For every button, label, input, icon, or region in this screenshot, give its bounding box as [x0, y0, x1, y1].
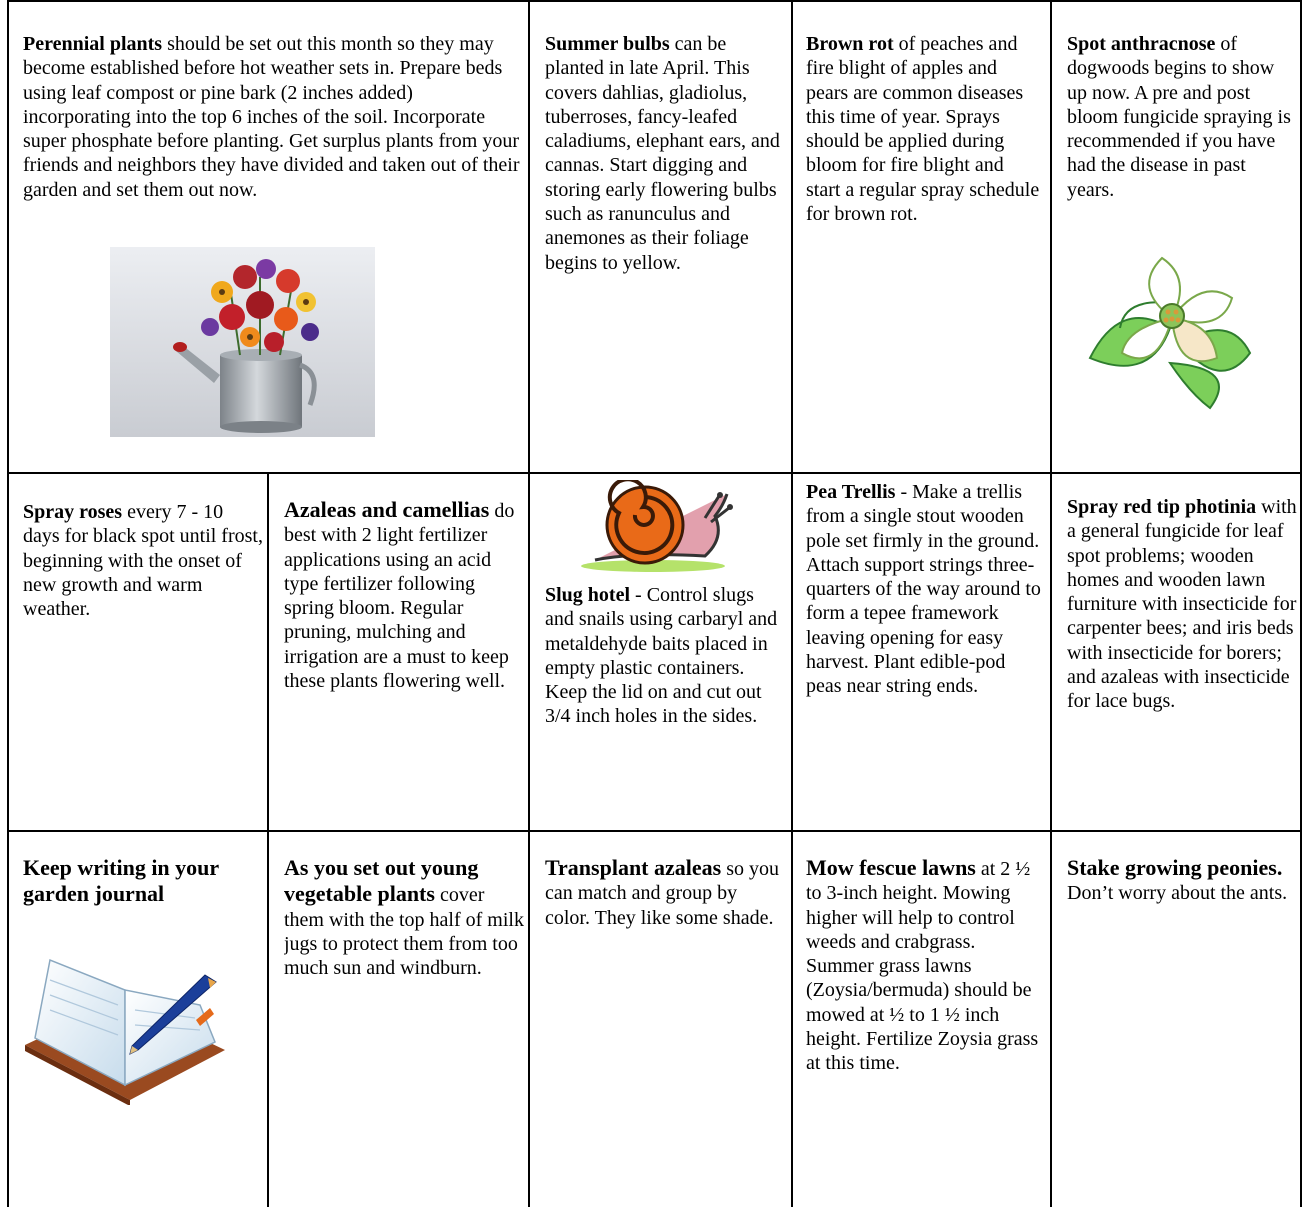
cell-stake-peonies: [1067, 855, 1297, 906]
perennial-text: should be set out this month so they may become established before hot weather sets in. Prepare beds using leaf compost or pine bark (2 inches added) incorporating into the top 6 inches of the soil. Incorporate super phosphate before planting. Get surplus plants from your friends and neighbors they have divided and taken out of their garden and set them out now.: [23, 33, 520, 201]
azaleas-text: do best with 2 light fertilizer applications using an acid type fertilizer following spring bloom. Regular pruning, mulching and irrigation are a must to keep these plants flowering well.: [284, 500, 515, 693]
journal-title: Keep writing in your garden journal: [23, 855, 219, 907]
cell-garden-journal: [23, 855, 263, 908]
grid-top-border: [7, 0, 1302, 2]
bulbs-title: Summer bulbs: [545, 33, 670, 55]
anthracnose-title: Spot anthracnose: [1067, 33, 1216, 55]
grid-col-divider-a: [528, 0, 530, 1207]
cell-slug-hotel: [545, 583, 785, 729]
azaleas-title: Azaleas and camellias: [284, 497, 490, 522]
bulbs-text: can be planted in late April. This covers dahlias, gladiolus, tuberroses, fancy-leafed caladiums, elephant ears, and cannas. Start digging and storing early flowering bulbs such as ranunculus and anemones as their foliage begins to yellow.: [545, 33, 780, 274]
vegetables-title: As you set out young vegetable plants: [284, 855, 479, 907]
transplant-text: so you can match and group by color. They like some shade.: [545, 858, 780, 929]
cell-brown-rot: [806, 32, 1042, 226]
cell-spray-roses: [23, 500, 263, 621]
cell-mow-fescue: [806, 855, 1042, 1076]
transplant-title: Transplant azaleas: [545, 855, 722, 880]
flowers-watering-can-image: [110, 247, 375, 437]
brownrot-title: Brown rot: [806, 33, 894, 55]
pea-text: - Make a trellis from a single stout wooden pole set firmly in the ground. Attach support strings three-quarters of the way around to form a tepee framework leaving opening for easy harvest. Plant edible-pod peas near string ends.: [806, 481, 1041, 698]
cell-pea-trellis: [806, 480, 1042, 699]
fescue-text: at 2 ½ to 3-inch height. Mowing higher will help to control weeds and crabgrass. Summer grass lawns (Zoysia/bermuda) should be mowed at ½ to 1 ½ inch height. Fertilize Zoysia grass at this time.: [806, 858, 1039, 1075]
vegetables-text: cover them with the top half of milk jugs to protect them from too much sun and windburn.: [284, 884, 524, 980]
roses-title: Spray roses: [23, 501, 123, 523]
photinia-title: Spray red tip photinia: [1067, 496, 1257, 518]
cell-young-vegetables: [284, 855, 524, 980]
cell-perennial-plants: [23, 32, 523, 202]
grid-left-border: [7, 0, 9, 1207]
perennial-title: Perennial plants: [23, 33, 163, 55]
cell-red-tip-photinia: [1067, 495, 1300, 714]
cell-transplant-azaleas: [545, 855, 781, 930]
snail-icon: [575, 480, 745, 575]
pea-title: Pea Trellis: [806, 481, 896, 503]
brownrot-text: of peaches and fire blight of apples and pears are common diseases this time of year. Sprays should be applied during bloom for fire blight and start a regular spray schedule for brown rot.: [806, 33, 1040, 226]
grid-row-divider-2: [7, 830, 1302, 832]
cell-azaleas-camellias: [284, 497, 524, 693]
anthracnose-text: of dogwoods begins to show up now. A pre and post bloom fungicide spraying is recommended if you have had the disease in past years.: [1067, 33, 1291, 201]
grid-col-divider-row2-3: [267, 472, 269, 1207]
grid-col-divider-b: [791, 0, 793, 1207]
slug-text: - Control slugs and snails using carbaryl and metaldehyde baits placed in empty plastic containers. Keep the lid on and cut out 3/4 inch holes in the sides.: [545, 584, 778, 728]
open-journal-with-pen-icon: [20, 950, 230, 1105]
cell-summer-bulbs: [545, 32, 781, 275]
slug-title: Slug hotel: [545, 584, 631, 606]
photinia-text: with a general fungicide for leaf spot problems; wooden homes and wooden lawn furniture with insecticide for carpenter bees; and iris beds with insecticide for borers; and azaleas with insecticide for lace bugs.: [1067, 496, 1297, 713]
roses-text: every 7 - 10 days for black spot until frost, beginning with the onset of new growth and warm weather.: [23, 501, 263, 621]
peonies-text: Don’t worry about the ants.: [1067, 882, 1288, 905]
dogwood-flower-icon: [1080, 248, 1265, 410]
grid-row-divider-1: [7, 472, 1302, 474]
fescue-title: Mow fescue lawns: [806, 855, 976, 880]
cell-spot-anthracnose: [1067, 32, 1297, 202]
peonies-title: Stake growing peonies.: [1067, 855, 1283, 880]
grid-col-divider-c: [1050, 0, 1052, 1207]
